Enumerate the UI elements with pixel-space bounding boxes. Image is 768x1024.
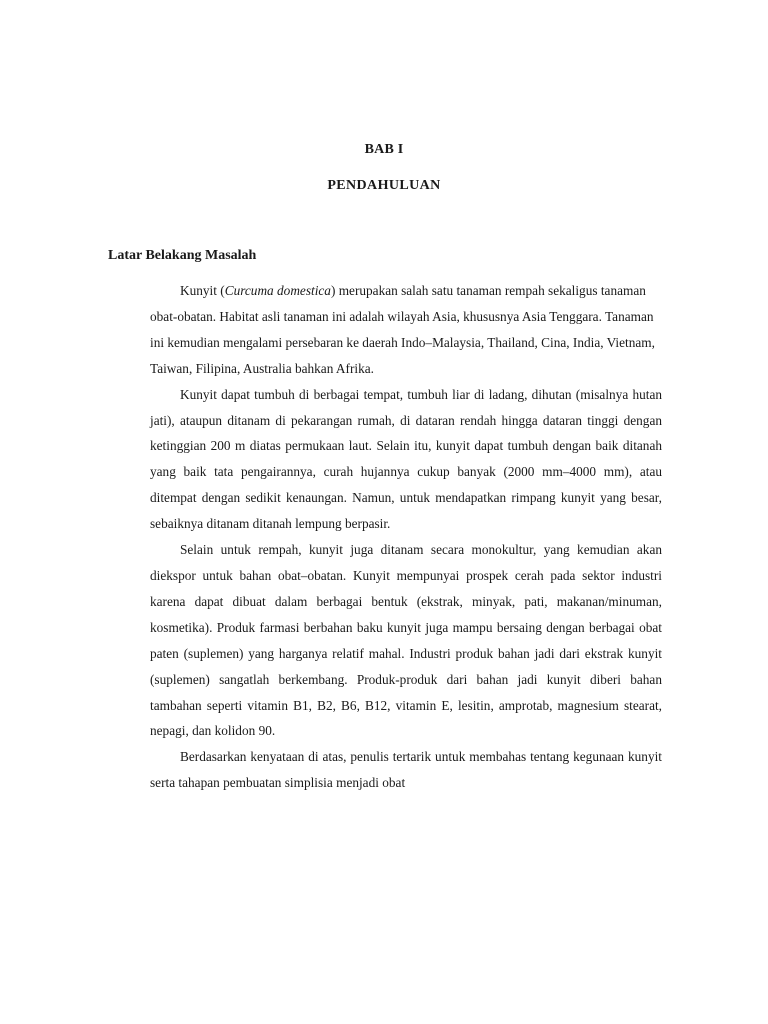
section-heading: Latar Belakang Masalah [108, 248, 257, 263]
paragraph-4: Berdasarkan kenyataan di atas, penulis tertarik untuk membahas tentang kegunaan kunyit serta tahapan pembuatan simplisia menjadi obat [150, 749, 662, 791]
paragraph-3: Selain untuk rempah, kunyit juga ditanam secara monokultur, yang kemudian akan diekspor untuk bahan obat–obatan. Kunyit mempunyai prospek cerah pada sektor industri karena dapat dibuat dalam berbagai bentuk (ekstrak, minyak, pati, makanan/minuman, kosmetika). Produk farmasi berbahan baku kunyit juga mampu bersaing dengan berbagai obat paten (suplemen) yang harganya relatif mahal. Industri produk bahan jadi dari ekstrak kunyit (suplemen) sangatlah berkembang. Produk-produk dari bahan jadi kunyit diberi bahan tambahan seperti vitamin B1, B2, B6, B12, vitamin E, lesitin, amprotab, magnesium stearat, nepagi, dan kolidon 90. [150, 542, 662, 739]
scientific-name: Curcuma domestica [224, 283, 331, 298]
paragraph-1-lead: Kunyit ( [180, 283, 225, 298]
paragraph-1-rest: ) merupakan salah satu tanaman rempah sekaligus tanaman obat-obatan. Habitat asli tanaman ini adalah wilayah Asia, khususnya Asia Tenggara. Tanaman ini kemudian mengalami persebaran ke daerah Indo–Malaysia, Thailand, Cina, India, Vietnam, Taiwan, Filipina, Australia bahkan Afrika. [150, 283, 655, 376]
chapter-title: PENDAHULUAN [327, 178, 441, 193]
body-text [150, 278, 662, 796]
paragraph-2: Kunyit dapat tumbuh di berbagai tempat, tumbuh liar di ladang, dihutan (misalnya hutan jati), ataupun ditanam di pekarangan rumah, di dataran rendah hingga dataran tinggi dengan ketinggian 200 m diatas permukaan laut. Selain itu, kunyit dapat tumbuh dengan baik ditanah yang baik tata pengairannya, curah hujannya cukup banyak (2000 mm–4000 mm), atau ditempat dengan sedikit kenaungan. Namun, untuk mendapatkan rimpang kunyit yang besar, sebaiknya ditanam ditanah lempung berpasir. [150, 386, 662, 532]
paragraph-1 [150, 278, 662, 382]
chapter-number: BAB I [364, 142, 404, 157]
